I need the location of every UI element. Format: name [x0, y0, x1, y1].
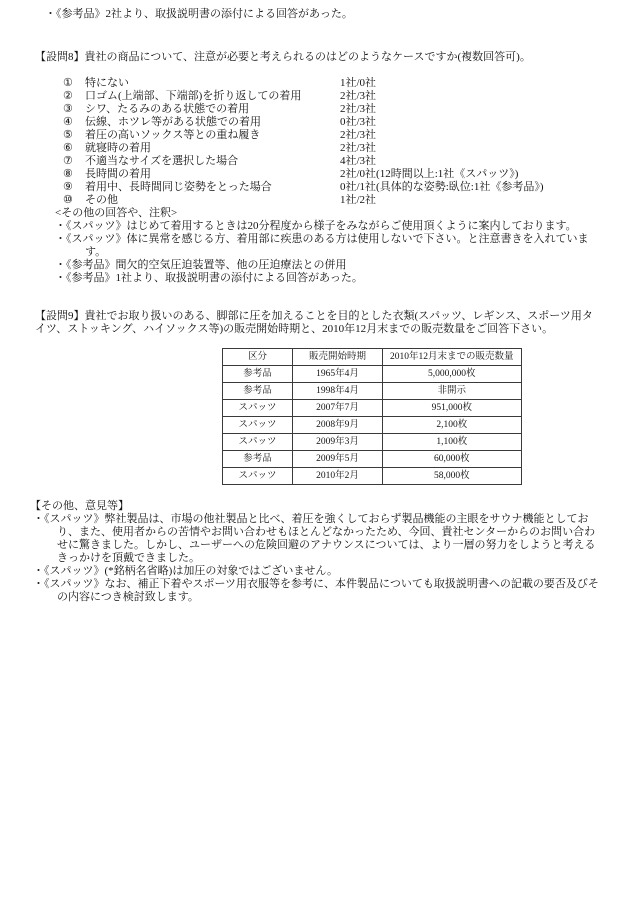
q8-item-label: シワ、たるみのある状態での着用: [85, 103, 250, 115]
q8-item: [35, 155, 602, 168]
cell-category: スパッツ: [223, 434, 293, 451]
cell-quantity: 60,000枚: [383, 451, 522, 468]
q8-item-label: 特にない: [85, 77, 129, 89]
cell-start-date: 2008年9月: [293, 417, 383, 434]
q8-item-count: 2社/3社: [340, 103, 377, 115]
q8-item-number: ④: [63, 116, 73, 128]
cell-start-date: 2007年7月: [293, 400, 383, 417]
q8-item-count: 0社/1社(具体的な姿勢:臥位:1社《参考品》): [340, 181, 544, 193]
q8-item-count: 4社/3社: [340, 155, 377, 167]
other-opinion: ・《スパッツ》(*銘柄名省略)は加圧の対象ではございません。: [33, 565, 338, 577]
q8-item: [35, 103, 602, 116]
sales-table-header-row: [223, 349, 522, 366]
cell-start-date: 1965年4月: [293, 366, 383, 383]
table-row: [223, 400, 522, 417]
q8-item-label: 不適当なサイズを選択した場合: [85, 155, 239, 167]
q8-item: [35, 194, 602, 207]
q8-item: [35, 181, 602, 194]
q8-item-number: ②: [63, 90, 73, 102]
q8-item-count: 2社/3社: [340, 129, 377, 141]
cell-category: スパッツ: [223, 468, 293, 485]
q8-item: [35, 129, 602, 142]
other-opinion: ・《スパッツ》なお、補正下着やスポーツ用衣服等を参考に、本件製品についても取扱説明書への記載の要否及びその内容につき検討致します。: [33, 578, 599, 603]
q8-item-number: ⑦: [63, 155, 73, 167]
q8-item-number: ③: [63, 103, 73, 115]
cell-category: 参考品: [223, 383, 293, 400]
q8-item-count: 2社/0社(12時間以上:1社《スパッツ》): [340, 168, 519, 180]
cell-category: 参考品: [223, 366, 293, 383]
q8-notes-heading: <その他の回答や、注釈>: [55, 207, 178, 219]
q8-item-number: ⑥: [63, 142, 73, 154]
question8-list: [35, 77, 602, 207]
q8-item-count: 2社/3社: [340, 90, 377, 102]
cell-quantity: 58,000枚: [383, 468, 522, 485]
col-header-start-date: 販売開始時期: [293, 349, 383, 366]
cell-start-date: 1998年4月: [293, 383, 383, 400]
other-opinion: ・《スパッツ》弊社製品は、市場の他社製品と比べ、着圧を強くしておらず製品機能の主眼をサウナ機能としており、また、使用者からの苦情やお問い合わせもほとんどなかったため、今回、貴社センターからのお問い合わせに驚きました。しかし、ユーザーへの危険回避のアナウンスについては、より一層の努力をしようと考えるきっかけを頂戴できました。: [33, 513, 596, 564]
cell-quantity: 951,000枚: [383, 400, 522, 417]
top-note: ・《参考品》2社より、取扱説明書の添付による回答があった。: [45, 8, 353, 20]
cell-quantity: 1,100枚: [383, 434, 522, 451]
q8-item-label: 着用中、長時間同じ姿勢をとった場合: [85, 181, 272, 193]
q8-item: [35, 168, 602, 181]
table-row: [223, 366, 522, 383]
q8-item-label: 長時間の着用: [85, 168, 151, 180]
q8-item-count: 0社/3社: [340, 116, 377, 128]
q8-item-label: 伝線、ホツレ等がある状態での着用: [85, 116, 261, 128]
q8-item-number: ⑧: [63, 168, 73, 180]
q8-note: ・《スパッツ》体に異常を感じる方、着用部に疾患のある方は使用しないで下さい。と注意書きを入れています。: [55, 233, 589, 258]
cell-start-date: 2009年5月: [293, 451, 383, 468]
cell-quantity: 非開示: [383, 383, 522, 400]
q8-item-count: 1社/2社: [340, 194, 377, 206]
q8-note: ・《参考品》1社より、取扱説明書の添付による回答があった。: [55, 272, 363, 284]
q8-item-count: 1社/0社: [340, 77, 377, 89]
table-row: [223, 383, 522, 400]
q8-item-label: 着圧の高いソックス等との重ね履き: [85, 129, 261, 141]
table-row: [223, 468, 522, 485]
q8-item-number: ⑤: [63, 129, 73, 141]
table-row: [223, 451, 522, 468]
q8-item-number: ①: [63, 77, 73, 89]
cell-category: 参考品: [223, 451, 293, 468]
col-header-quantity: 2010年12月末までの販売数量: [383, 349, 522, 366]
q8-item: [35, 116, 602, 129]
table-row: [223, 434, 522, 451]
q8-item: [35, 142, 602, 155]
sales-table: [222, 348, 522, 485]
q8-item-number: ⑩: [63, 194, 73, 206]
cell-start-date: 2009年3月: [293, 434, 383, 451]
q8-item: [35, 90, 602, 103]
cell-category: スパッツ: [223, 400, 293, 417]
q8-item-label: その他: [85, 194, 118, 206]
q8-item-label: 口ゴム(上端部、下端部)を折り返しての着用: [85, 90, 302, 102]
question9-heading: 【設問9】貴社でお取り扱いのある、脚部に圧を加えることを目的とした衣類(スパッツ、レギンス、スポーツ用タイツ、ストッキング、ハイソックス等)の販売開始時期と、2010年12月末までの販売数量をご回答下さい。: [35, 310, 593, 335]
cell-category: スパッツ: [223, 417, 293, 434]
question8-heading: 【設問8】貴社の商品について、注意が必要と考えられるのはどのようなケースですか(複数回答可)。: [35, 51, 531, 63]
q8-note: ・《スパッツ》はじめて着用するときは20分程度から様子をみながらご使用頂くように案内しております。: [55, 220, 577, 232]
q8-item-number: ⑨: [63, 181, 73, 193]
other-opinions-section: [30, 500, 602, 604]
q8-item: [35, 77, 602, 90]
other-opinions-heading: 【その他、意見等】: [30, 500, 129, 512]
cell-quantity: 2,100枚: [383, 417, 522, 434]
table-row: [223, 417, 522, 434]
q8-note: ・《参考品》間欠的空気圧迫装置等、他の圧迫療法との併用: [55, 259, 347, 271]
cell-start-date: 2010年2月: [293, 468, 383, 485]
q8-item-label: 就寝時の着用: [85, 142, 151, 154]
col-header-category: 区分: [223, 349, 293, 366]
q8-item-count: 2社/3社: [340, 142, 377, 154]
cell-quantity: 5,000,000枚: [383, 366, 522, 383]
